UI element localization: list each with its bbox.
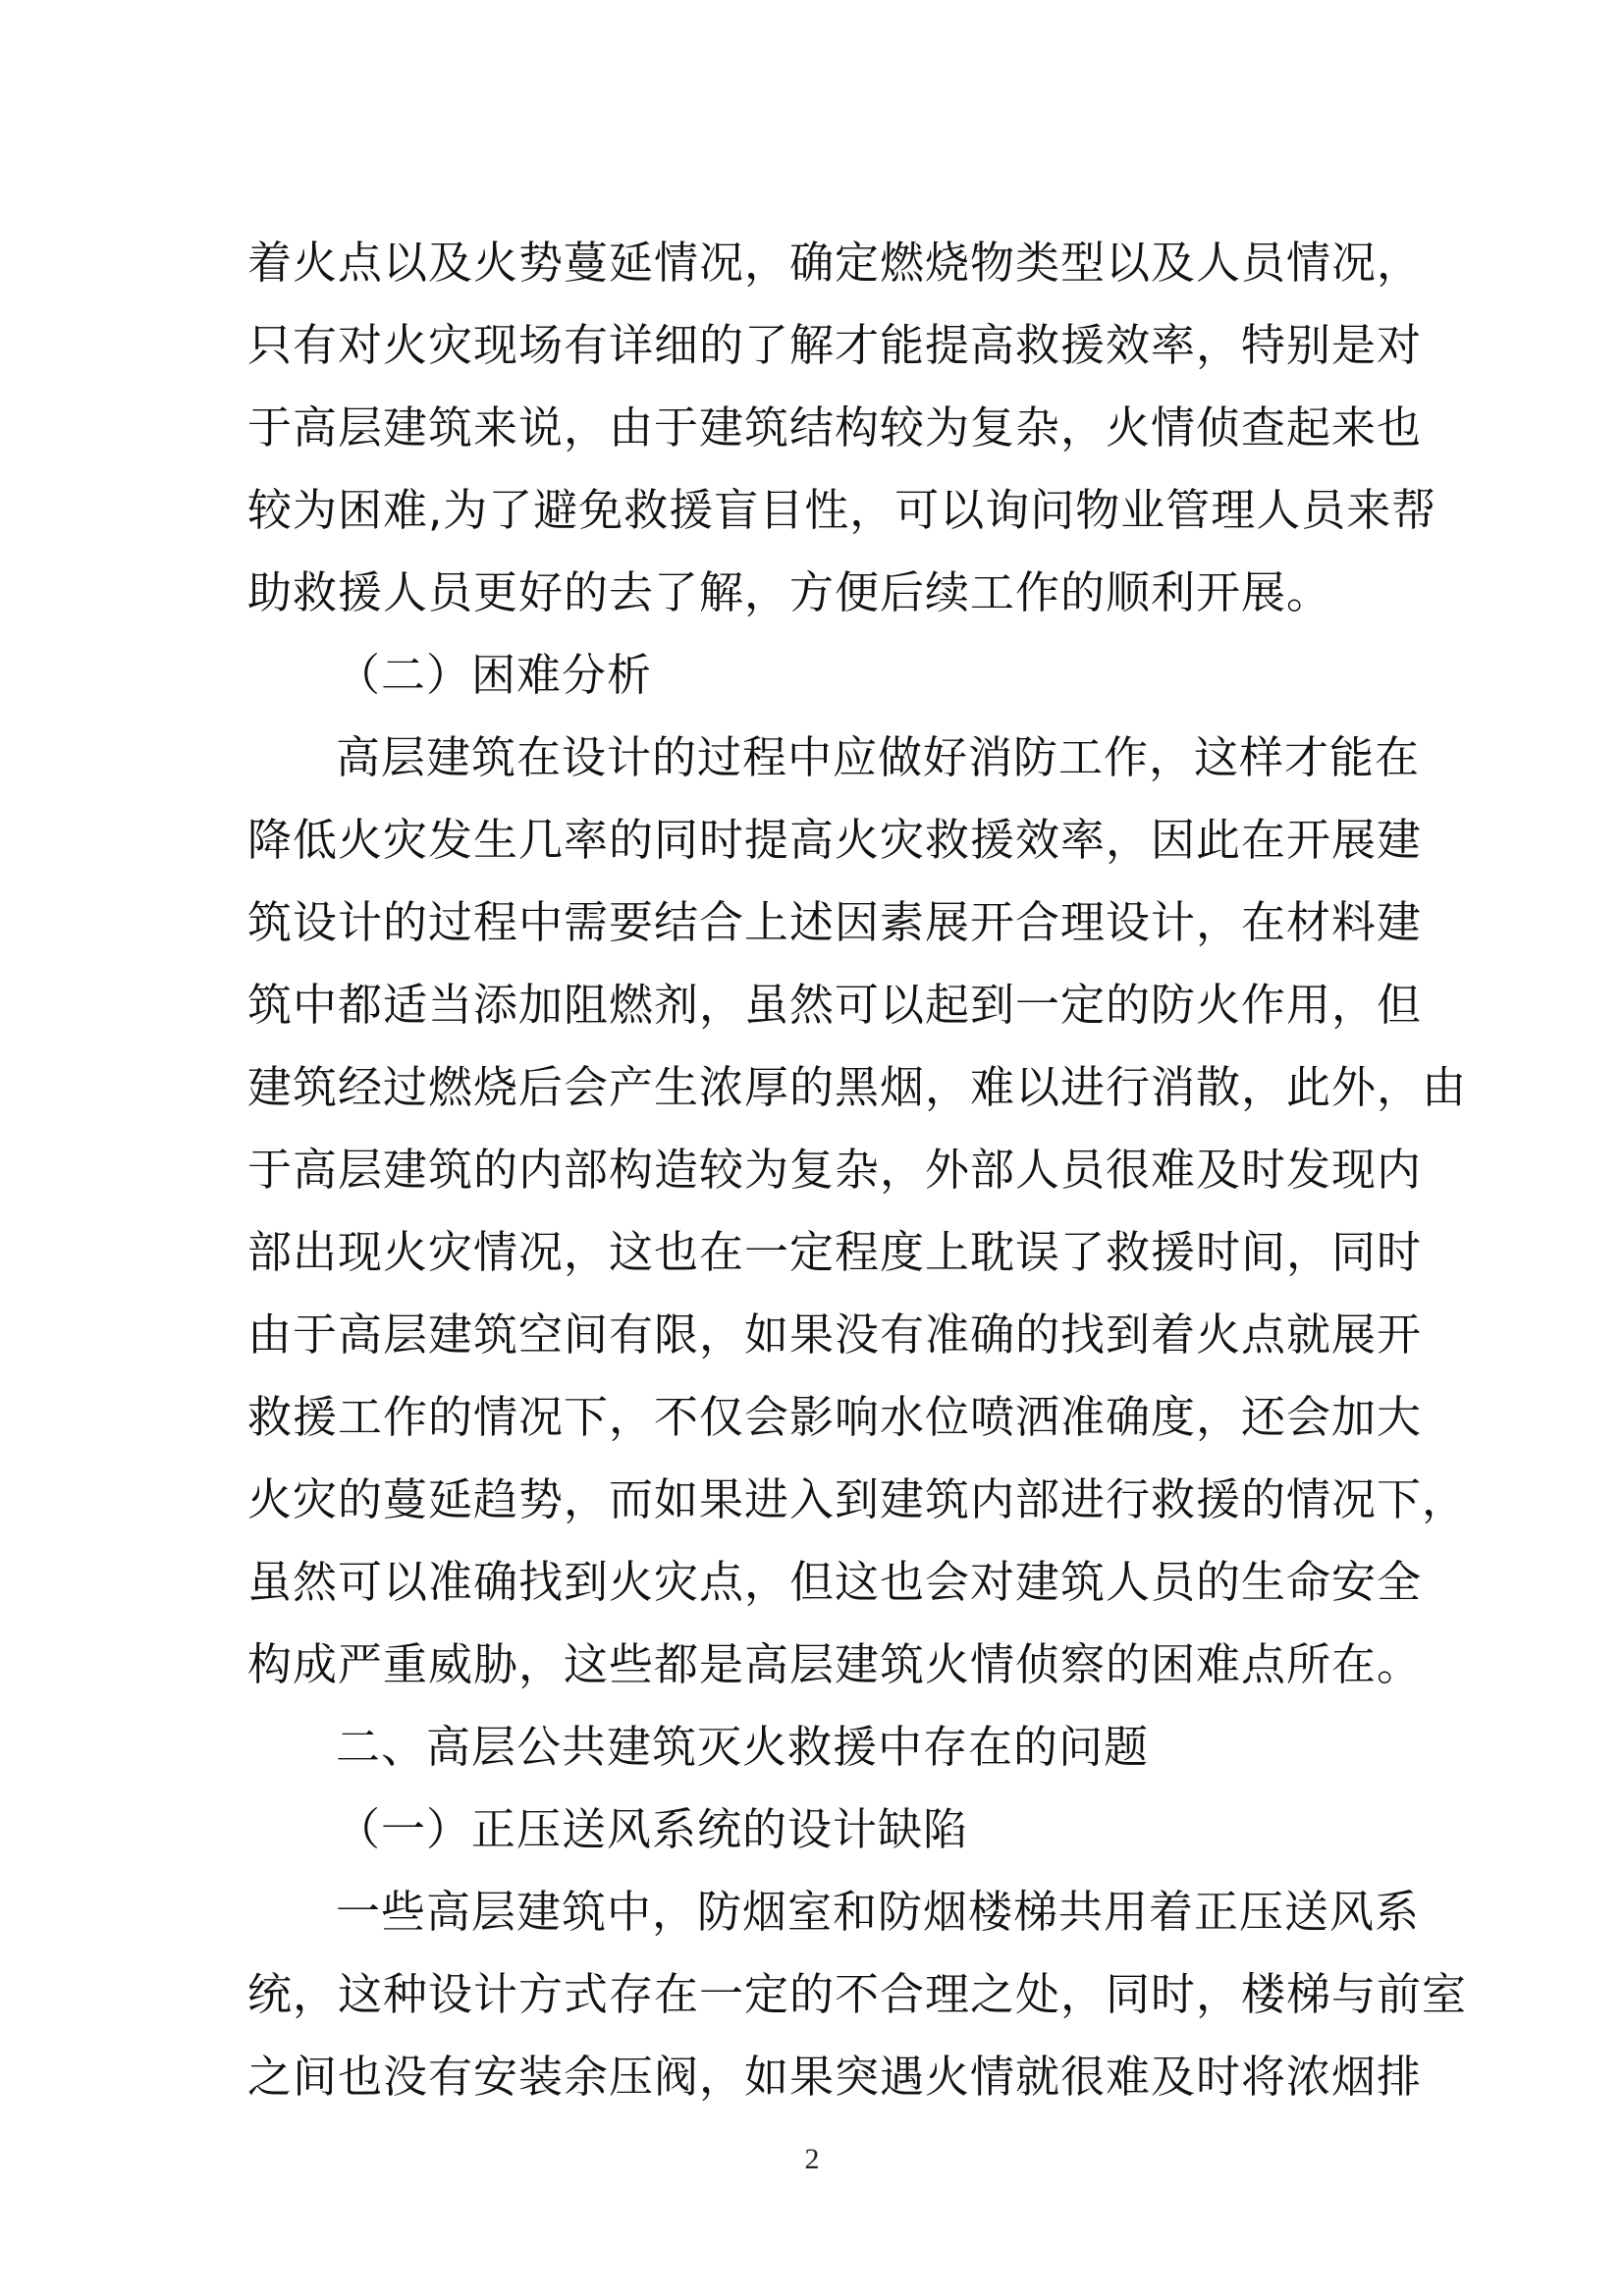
paragraph-line: 建筑经过燃烧后会产生浓厚的黑烟，难以进行消散，此外，由 [247,1061,1468,1113]
paragraph-line: 降低火灾发生几率的同时提高火灾救援效率，因此在开展建 [247,814,1423,866]
paragraph-line: 着火点以及火势蔓延情况，确定燃烧物类型以及人员情况， [247,237,1423,289]
paragraph-line: 高层建筑在设计的过程中应做好消防工作，这样才能在 [336,731,1421,783]
page-number: 2 [804,2143,820,2175]
paragraph-line: 筑设计的过程中需要结合上述因素展开合理设计，在材料建 [247,896,1423,948]
paragraph-line: 虽然可以准确找到火灾点，但这也会对建筑人员的生命安全 [247,1556,1423,1608]
section-heading: 二、高层公共建筑灭火救援中存在的问题 [336,1721,1150,1773]
paragraph-line: 较为困难,为了避免救援盲目性，可以询问物业管理人员来帮 [247,484,1437,536]
paragraph-line: 只有对火灾现场有详细的了解才能提高救援效率，特别是对 [247,319,1423,371]
paragraph-line: 之间也没有安装余压阀，如果突遇火情就很难及时将浓烟排 [247,2051,1423,2103]
paragraph-line: 火灾的蔓延趋势，而如果进入到建筑内部进行救援的情况下， [247,1473,1468,1525]
paragraph-line: 筑中都适当添加阻燃剂，虽然可以起到一定的防火作用，但 [247,979,1423,1031]
subsection-heading: （一）正压送风系统的设计缺陷 [336,1803,969,1855]
paragraph-line: 助救援人员更好的去了解，方便后续工作的顺利开展。 [247,566,1332,618]
paragraph-line: 救援工作的情况下，不仅会影响水位喷洒准确度，还会加大 [247,1391,1423,1443]
paragraph-line: 统，这种设计方式存在一定的不合理之处，同时，楼梯与前室 [247,1968,1468,2020]
paragraph-line: 构成严重威胁，这些都是高层建筑火情侦察的困难点所在。 [247,1638,1423,1690]
paragraph-line: 由于高层建筑空间有限，如果没有准确的找到着火点就展开 [247,1308,1423,1361]
section-heading: （二）困难分析 [336,649,653,701]
paragraph-line: 部出现火灾情况，这也在一定程度上耽误了救援时间，同时 [247,1226,1423,1278]
paragraph-line: 于高层建筑来说，由于建筑结构较为复杂，火情侦查起来也 [247,401,1423,454]
paragraph-line: 一些高层建筑中，防烟室和防烟楼梯共用着正压送风系 [336,1886,1421,1938]
paragraph-line: 于高层建筑的内部构造较为复杂，外部人员很难及时发现内 [247,1144,1423,1196]
